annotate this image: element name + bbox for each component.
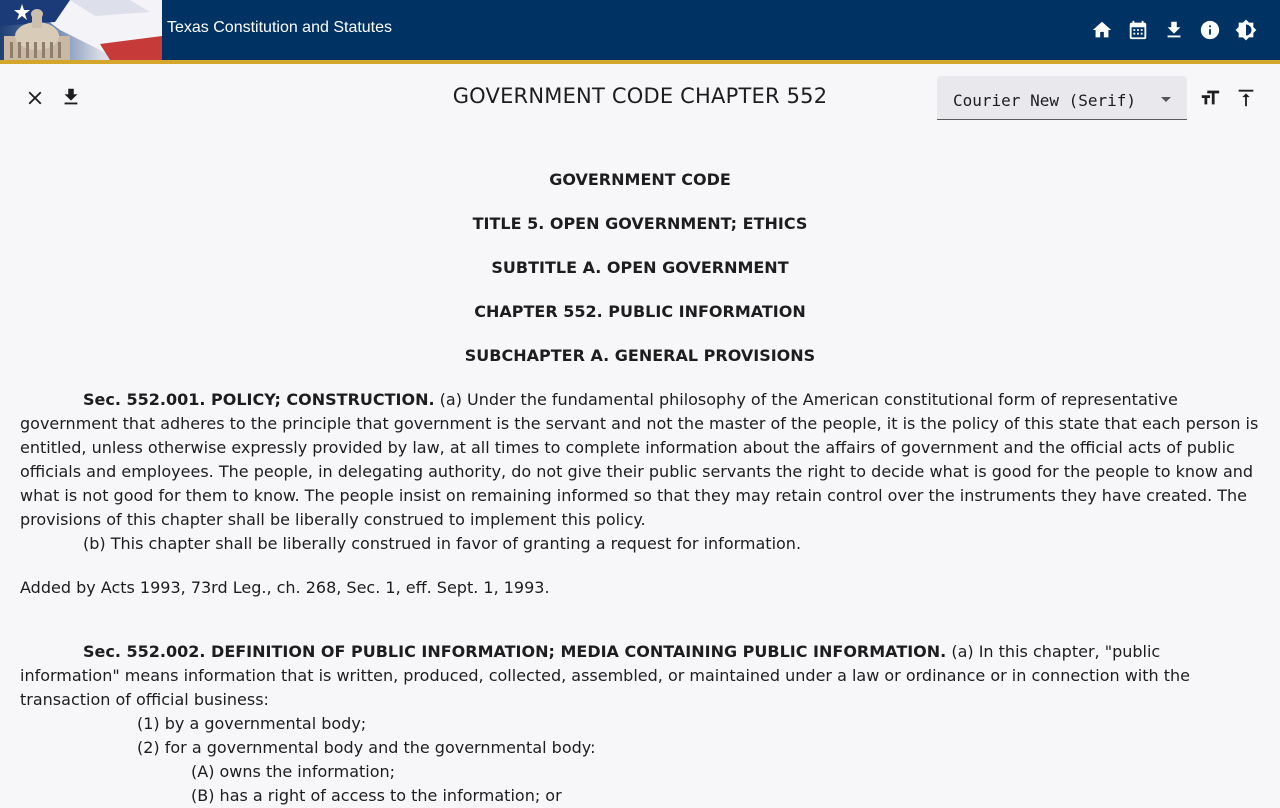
document-toolbar <box>0 64 1280 128</box>
download-icon[interactable] <box>1162 18 1186 42</box>
font-family-select[interactable] <box>937 76 1187 120</box>
app-bar <box>0 0 1280 64</box>
heading-code: GOVERNMENT CODE <box>549 170 731 189</box>
heading-subtitle: SUBTITLE A. OPEN GOVERNMENT <box>491 258 789 277</box>
section-label: Sec. 552.002. DEFINITION OF PUBLIC INFORMATION; MEDIA CONTAINING PUBLIC INFORMATION. <box>83 642 947 661</box>
section-552-001-paragraph-a <box>20 388 1260 532</box>
section-text: (a) Under the fundamental philosophy of the American constitutional form of representative government that adheres to the principle that government is the servant and not the master of the people, it is the policy of this state that each person is entitled, unless otherwise expressly provided by law, at all times to complete information about the affairs of government and the official acts of public officials and employees. The people, in delegating authority, do not give their public servants the right to decide what is good for the people to know and what is not good for them to know. The people insist on remaining informed so that they may retain control over the instruments they have created. The provisions of this chapter shall be liberally construed to implement this policy. <box>20 390 1259 529</box>
heading-subchapter: SUBCHAPTER A. GENERAL PROVISIONS <box>464 346 816 365</box>
list-item: (1) by a governmental body; <box>137 714 367 733</box>
info-icon[interactable] <box>1198 18 1222 42</box>
home-icon[interactable] <box>1090 18 1114 42</box>
close-button[interactable] <box>21 84 49 112</box>
calendar-icon[interactable] <box>1126 18 1150 42</box>
texas-capitol-flag-banner <box>0 0 162 60</box>
list-item: (B) has a right of access to the information; or <box>191 786 562 805</box>
heading-title: TITLE 5. OPEN GOVERNMENT; ETHICS <box>472 214 808 233</box>
section-history-note: Added by Acts 1993, 73rd Leg., ch. 268, Sec. 1, eff. Sept. 1, 1993. <box>20 578 550 597</box>
download-document-button[interactable] <box>57 83 85 111</box>
font-select-value: Courier New (Serif) <box>953 91 1137 110</box>
section-552-002-paragraph-a <box>20 640 1260 712</box>
section-552-001-paragraph-b: (b) This chapter shall be liberally construed in favor of granting a request for information. <box>83 534 802 553</box>
chevron-down-icon <box>1161 97 1171 102</box>
close-icon <box>24 87 46 109</box>
section-label: Sec. 552.001. POLICY; CONSTRUCTION. <box>83 390 435 409</box>
document-title: GOVERNMENT CODE CHAPTER 552 <box>452 84 828 108</box>
scroll-to-top-button[interactable] <box>1232 84 1260 112</box>
text-size-button[interactable] <box>1196 84 1224 112</box>
vertical-align-top-icon <box>1235 87 1257 109</box>
document-content <box>20 168 1260 808</box>
heading-chapter: CHAPTER 552. PUBLIC INFORMATION <box>474 302 806 321</box>
list-item: (A) owns the information; <box>191 762 396 781</box>
section-text: (a) In this chapter, "public information" means information that is written, produced, collected, assembled, or maintained under a law or ordinance or in connection with the transaction of official business: <box>20 642 1190 709</box>
top-icon-bar <box>1090 18 1258 42</box>
brightness-icon[interactable] <box>1234 18 1258 42</box>
app-title[interactable]: Texas Constitution and Statutes <box>167 19 393 36</box>
text-size-icon <box>1199 87 1221 109</box>
download-icon <box>60 86 82 108</box>
list-item: (2) for a governmental body and the governmental body: <box>137 738 596 757</box>
